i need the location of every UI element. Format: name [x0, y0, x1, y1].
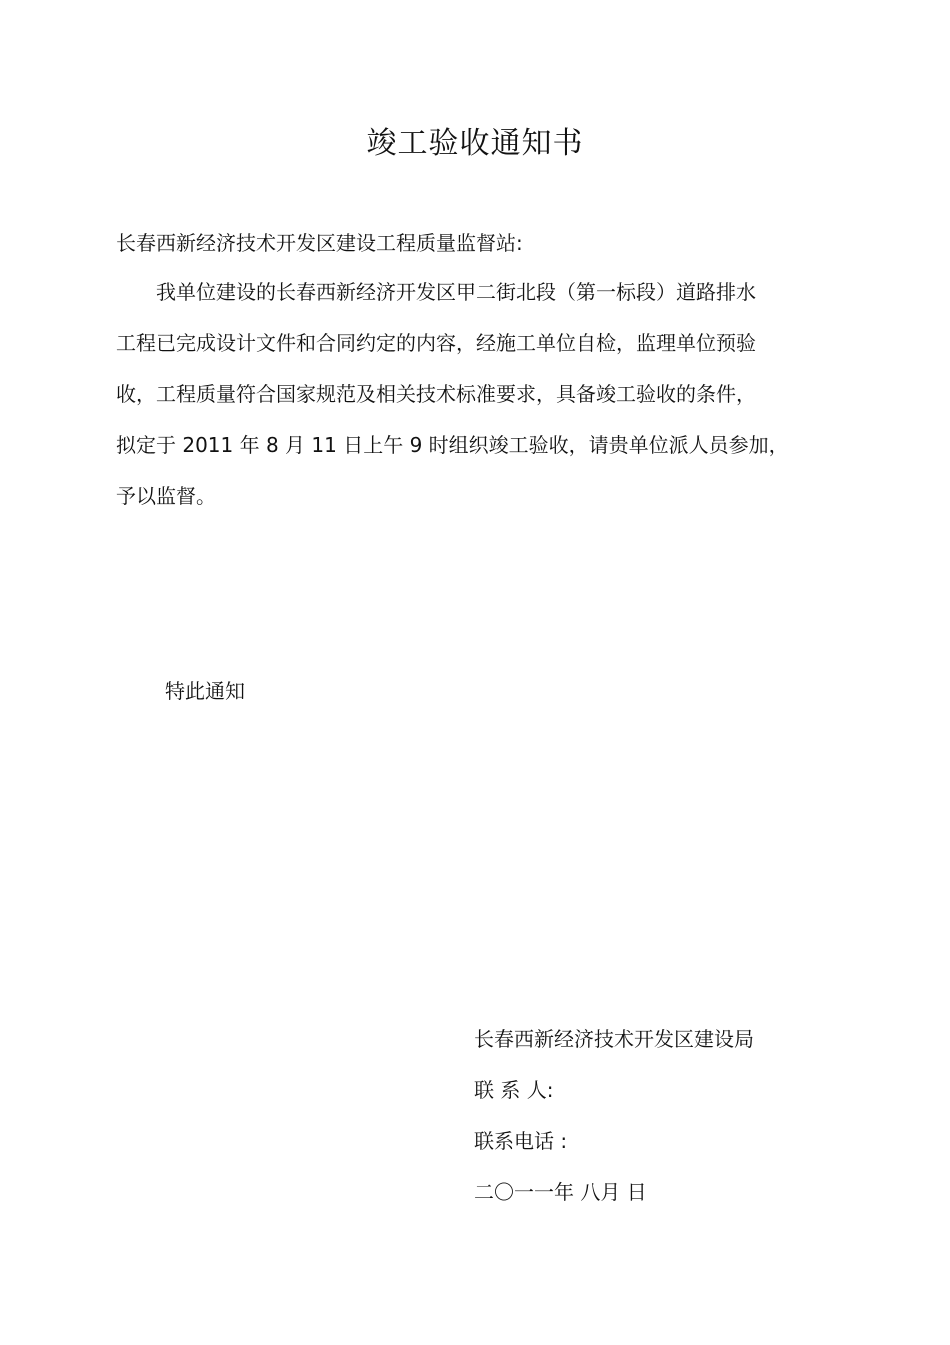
signature-contact-phone: 联系电话 : — [474, 1129, 568, 1153]
body-line: 我单位建设的长春西新经济开发区甲二街北段（第一标段）道路排水 — [156, 280, 756, 304]
document-title: 竣工验收通知书 — [366, 126, 584, 161]
recipient-line: 长春西新经济技术开发区建设工程质量监督站: — [116, 231, 523, 255]
body-line: 予以监督。 — [116, 484, 216, 508]
body-line: 工程已完成设计文件和合同约定的内容，经施工单位自检，监理单位预验 — [116, 331, 756, 355]
closing-line: 特此通知 — [165, 679, 245, 703]
signature-contact-person: 联 系 人: — [474, 1078, 554, 1102]
signature-date: 二〇一一年 八月 日 — [474, 1180, 647, 1204]
signature-block — [474, 1024, 754, 1228]
body-line: 收，工程质量符合国家规范及相关技术标准要求，具备竣工验收的条件， — [116, 382, 756, 406]
body-line: 拟定于 2011 年 8 月 11 日上午 9 时组织竣工验收，请贵单位派人员参加， — [116, 433, 789, 457]
body-paragraph — [116, 277, 796, 532]
signature-organization: 长春西新经济技术开发区建设局 — [474, 1027, 754, 1051]
